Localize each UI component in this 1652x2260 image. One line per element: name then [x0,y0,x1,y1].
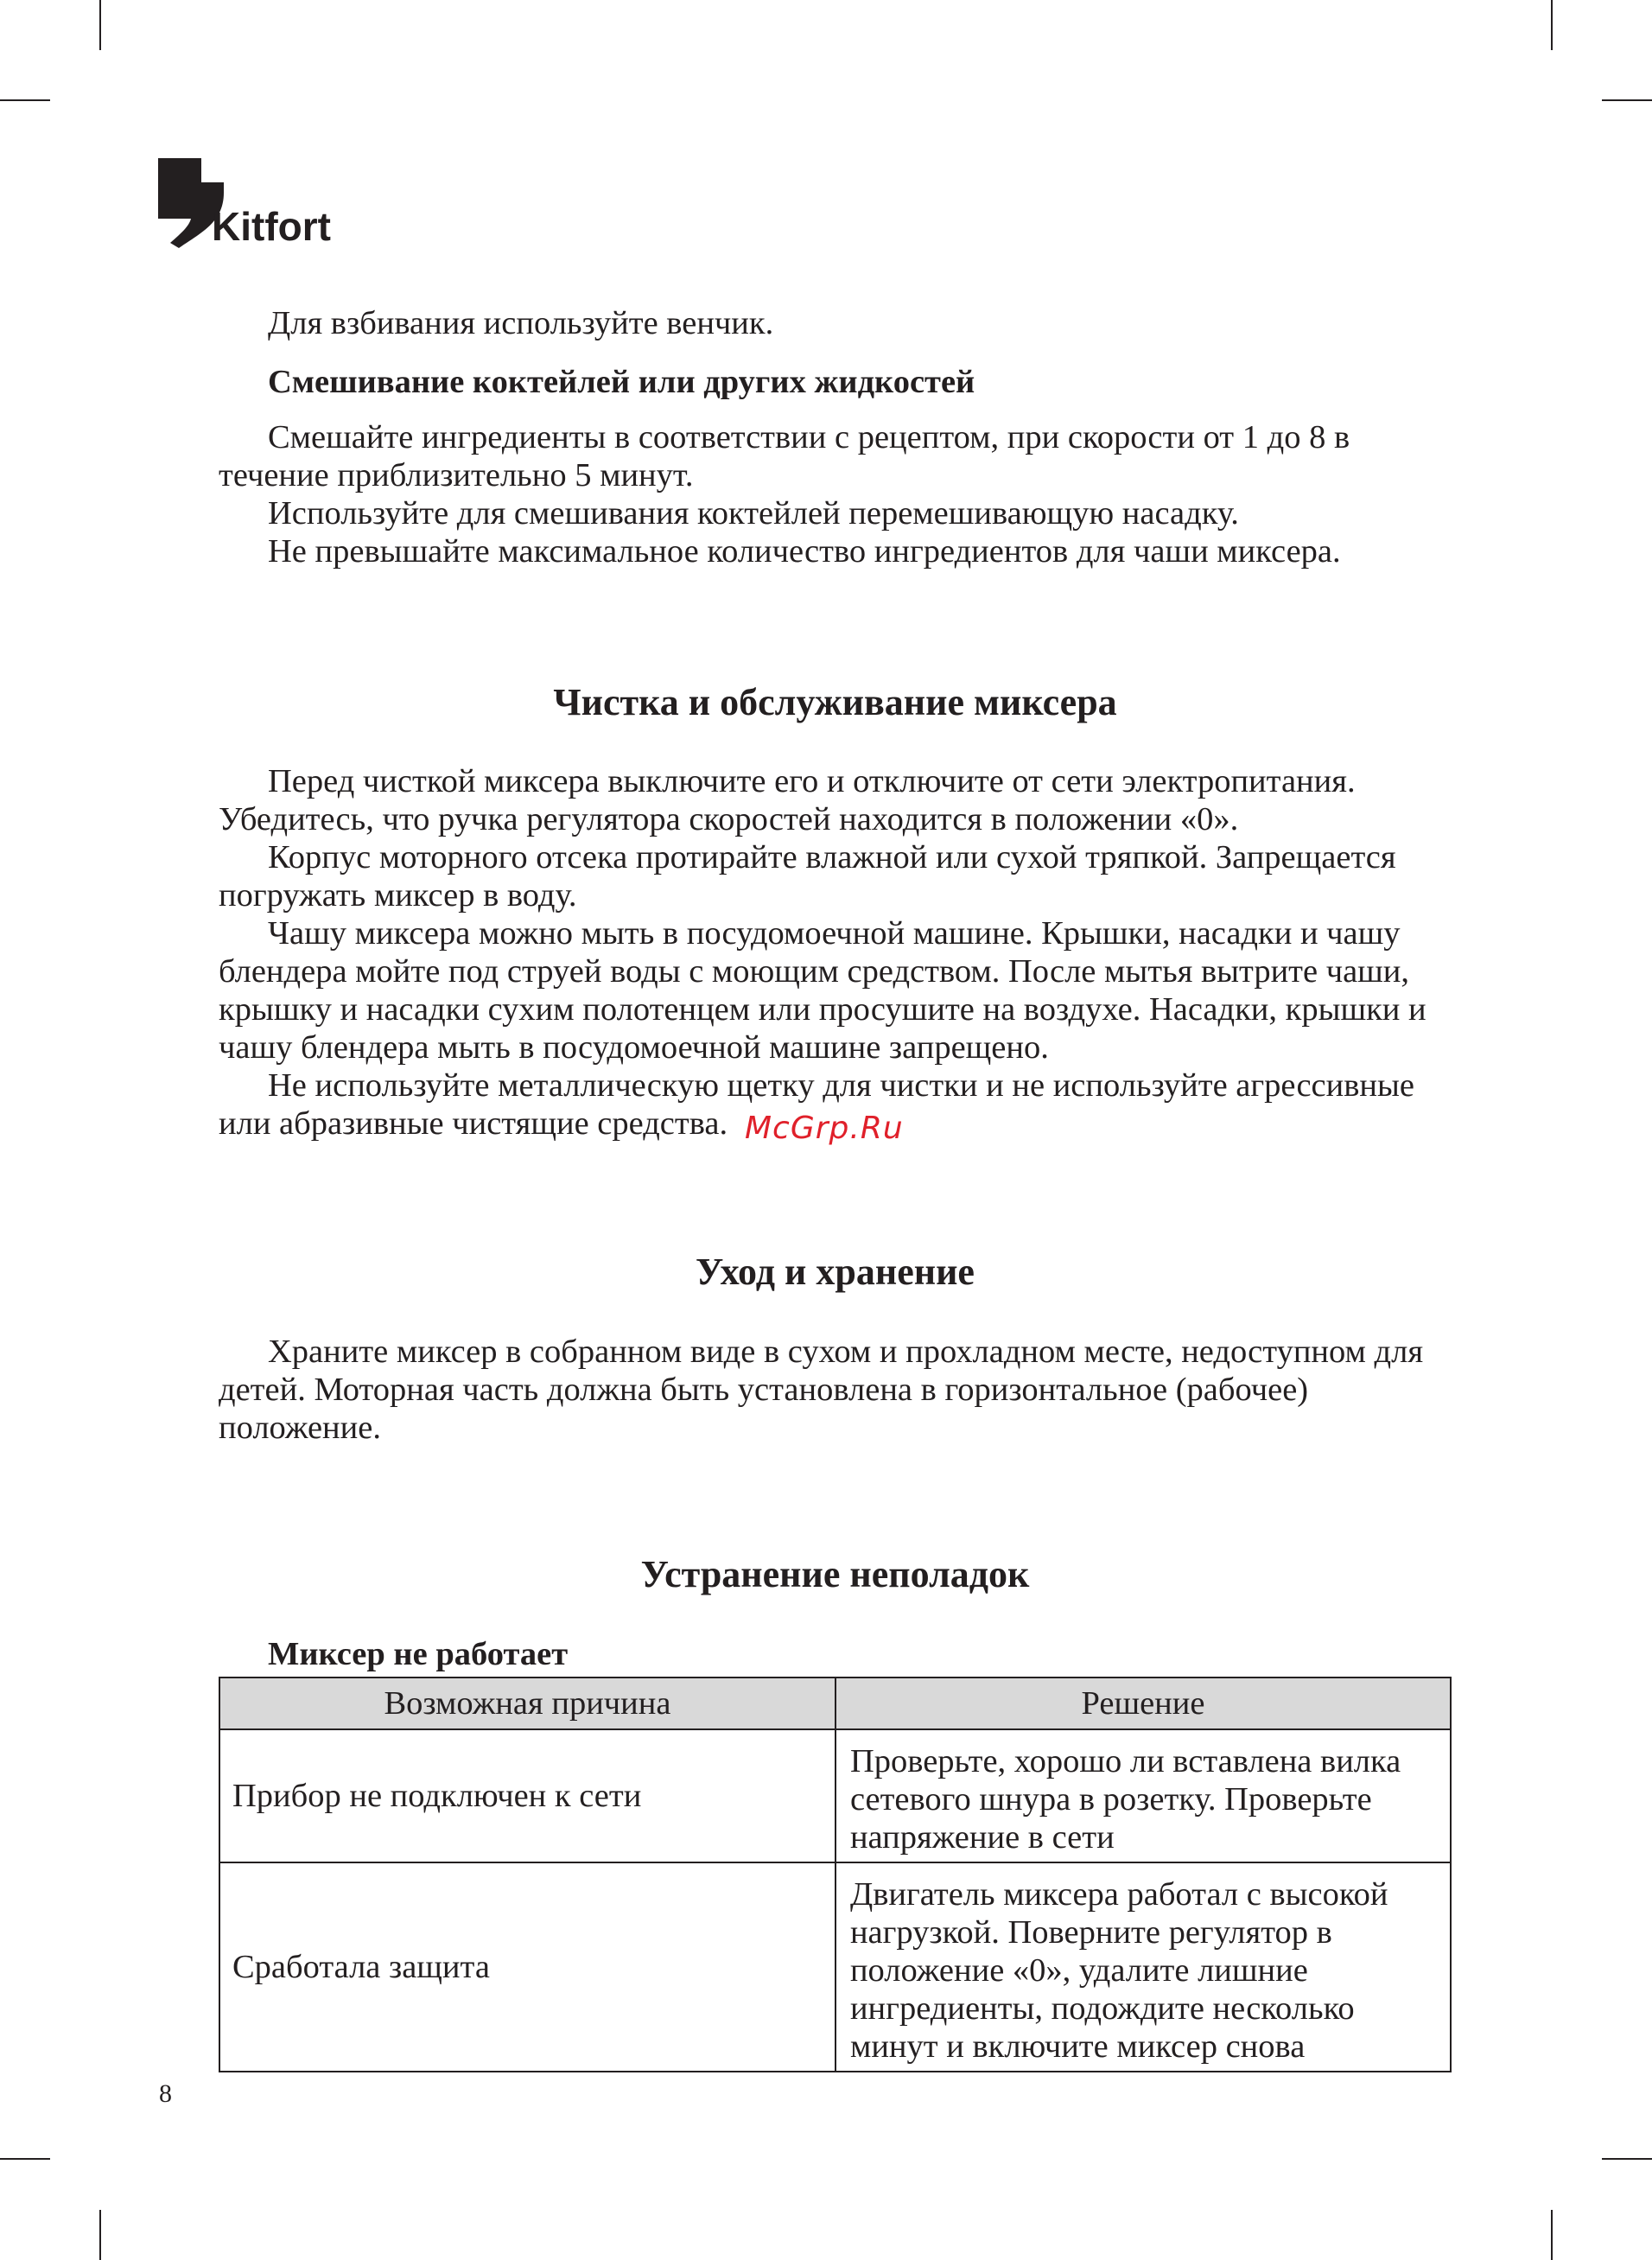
table-cell-solution: Проверьте, хорошо ли вставлена вилка сетевого шнура в розетку. Проверьте напряжение в сети [836,1729,1451,1862]
crop-mark [1551,2210,1553,2260]
crop-mark [99,0,101,50]
column-header-solution: Решение [836,1677,1451,1729]
cocktails-paragraph-2: Используйте для смешивания коктейлей перемешивающую насадку. [268,495,1239,532]
cocktails-paragraph-1: Смешайте ингредиенты в соответствии с рецептом, при скорости от 1 до 8 в течение приблизительно 5 минут. [219,419,1350,493]
column-header-cause: Возможная причина [219,1677,836,1729]
cleaning-paragraph-4: Не используйте металлическую щетку для чистки и не используйте агрессивные или абразивные чистящие средства. [219,1067,1414,1142]
intro-block [219,304,1452,342]
page-number: 8 [159,2079,172,2108]
storage-paragraph-1: Храните миксер в собранном виде в сухом и прохладном месте, недоступном для детей. Моторная часть должна быть установлена в горизонтальное (рабочее) положение. [219,1334,1424,1446]
kitfort-logo [158,158,340,253]
table-cell-solution: Двигатель миксера работал с высокой нагрузкой. Поверните регулятор в положение «0», удалите лишние ингредиенты, подождите несколько минут и включите миксер снова [836,1862,1451,2072]
cleaning-paragraph-2: Корпус моторного отсека протирайте влажной или сухой тряпкой. Запрещается погружать миксер в воду. [219,839,1396,914]
table-row [219,1729,1451,1862]
cocktails-heading: Смешивание коктейлей или других жидкостей [268,364,975,400]
troubleshooting-title: Устранение неполадок [640,1553,1030,1595]
troubleshooting-subsection [219,1635,1452,1673]
table-cell-cause: Сработала защита [219,1862,836,2072]
troubleshooting-subheading: Миксер не работает [268,1636,569,1672]
table-cell-cause: Прибор не подключен к сети [219,1729,836,1862]
crop-mark [1551,0,1553,50]
storage-section [219,1333,1452,1447]
crop-mark [1602,99,1652,101]
table-header-row [219,1677,1451,1729]
crop-mark [0,99,50,101]
cleaning-title: Чистка и обслуживание миксера [553,681,1117,723]
cleaning-paragraph-1: Перед чисткой миксера выключите его и отключите от сети электропитания. Убедитесь, что ручка регулятора скоростей находится в положении «0». [219,763,1356,837]
table-row [219,1862,1451,2072]
cleaning-paragraph-3: Чашу миксера можно мыть в посудомоечной машине. Крышки, насадки и чашу блендера мойте под струей воды с моющим средством. После мытья вытрите чаши, крышку и насадки сухим полотенцем или просушите на воздухе. Насадки, крышки и чашу блендера мыть в посудомоечной машине запрещено. [219,915,1426,1066]
intro-text: Для взбивания используйте венчик. [268,305,774,341]
storage-title: Уход и хранение [696,1251,975,1293]
cocktails-paragraph-3: Не превышайте максимальное количество ингредиентов для чаши миксера. [268,533,1341,570]
cleaning-section [219,762,1452,1143]
cocktails-section [219,363,1452,570]
watermark: McGrp.Ru [745,1111,904,1146]
crop-mark [0,2158,50,2160]
crop-mark [99,2210,101,2260]
brand-name: Kitfort [212,204,331,249]
crop-mark [1602,2158,1652,2160]
troubleshooting-table [219,1677,1452,2072]
